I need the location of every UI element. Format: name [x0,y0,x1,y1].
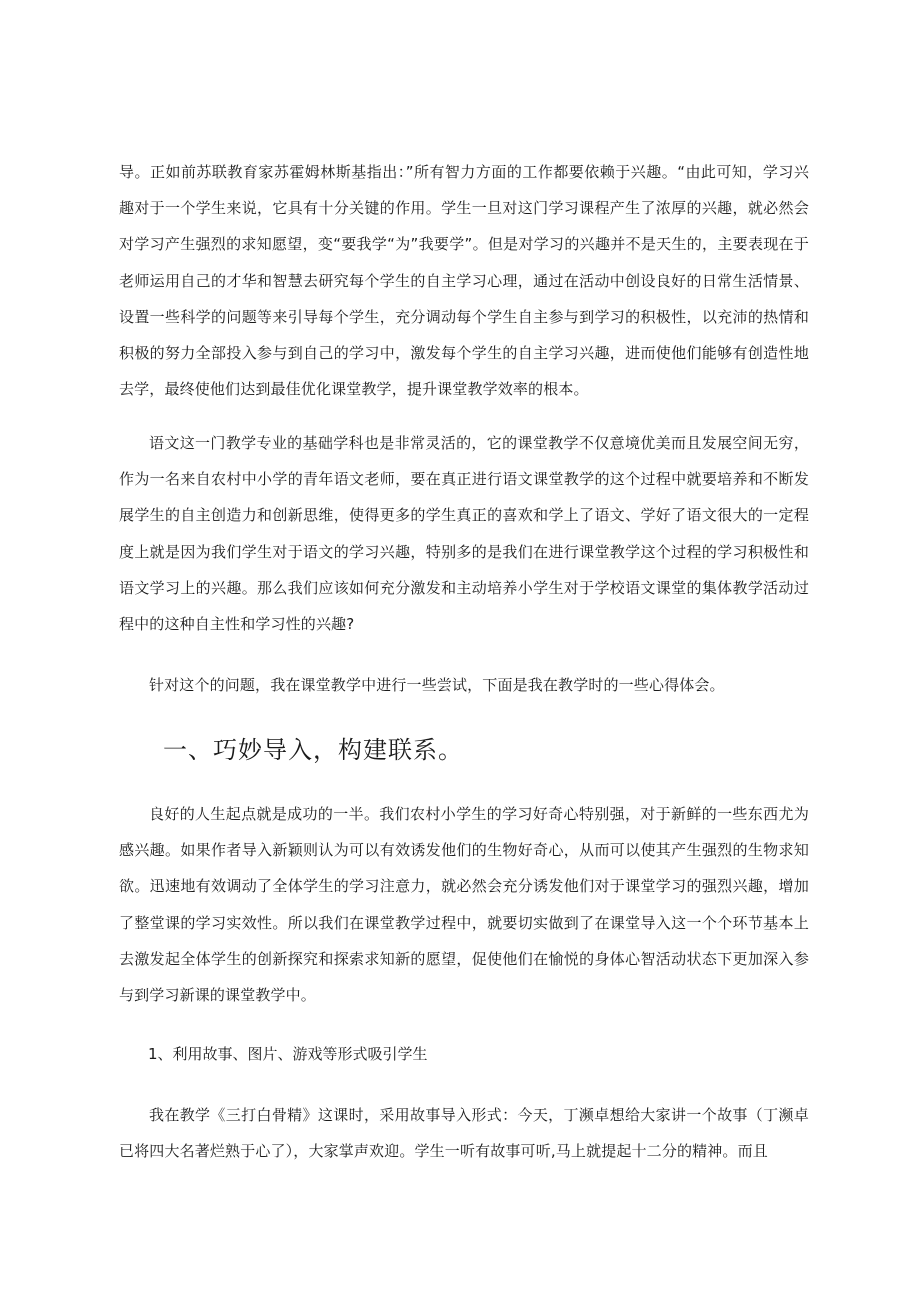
section-heading: 一、巧妙导入，构建联系。 [163,736,463,764]
body-paragraph: 语文这一门教学专业的基础学科也是非常灵活的，它的课堂教学不仅意境优美而且发展空间无穷，作为一名来自农村中小学的青年语文老师，要在真正进行语文课堂教学的这个过程中就要培养和不断发展学生的自主创造力和创新思维，使得更多的学生真正的喜欢和学上了语文、学好了语文很大的一定程度上就是因为我们学生对于语文的学习兴趣，特别多的是我们在进行课堂教学这个过程的学习积极性和语文学习上的兴趣。那么我们应该如何充分激发和主动培养小学生对于学校语文课堂的集体教学活动过程中的这种自主性和学习性的兴趣? [119,434,809,634]
subsection-heading: 1、利用故事、图片、游戏等形式吸引学生 [148,1045,428,1063]
body-paragraph: 导。正如前苏联教育家苏霍姆林斯基指出：”所有智力方面的工作都要依赖于兴趣。“由此可知，学习兴趣对于一个学生来说，它具有十分关键的作用。学生一旦对这门学习课程产生了浓厚的兴趣，就必然会对学习产生强烈的求知愿望，变“要我学“为”我要学”。但是对学习的兴趣并不是天生的，主要表现在于老师运用自己的才华和智慧去研究每个学生的自主学习心理，通过在活动中创设良好的日常生活情景、设置一些科学的问题等来引导每个学生，充分调动每个学生自主参与到学习的积极性，以充沛的热情和积极的努力全部投入参与到自己的学习中，激发每个学生的自主学习兴趣，进而使他们能够有创造性地去学，最终使他们达到最佳优化课堂教学，提升课堂教学效率的根本。 [119,163,809,399]
body-paragraph: 良好的人生起点就是成功的一半。我们农村小学生的学习好奇心特别强，对于新鲜的一些东西尤为感兴趣。如果作者导入新颖则认为可以有效诱发他们的生物好奇心，从而可以使其产生强烈的生物求知欲。迅速地有效调动了全体学生的学习注意力，就必然会充分诱发他们对于课堂学习的强烈兴趣，增加了整堂课的学习实效性。所以我们在课堂教学过程中，就要切实做到了在课堂导入这一个个环节基本上去激发起全体学生的创新探究和探索求知新的愿望，促使他们在愉悦的身体心智活动状态下更加深入参与到学习新课的课堂教学中。 [119,805,809,1005]
body-paragraph: 针对这个的问题，我在课堂教学中进行一些尝试，下面是我在教学时的一些心得体会。 [149,676,725,694]
body-paragraph: 我在教学《三打白骨精》这课时，采用故事导入形式：今天，丁濒卓想给大家讲一个故事（丁濒卓已将四大名著烂熟于心了），大家掌声欢迎。学生一听有故事可听,马上就提起十二分的精神。而且 [119,1106,809,1161]
